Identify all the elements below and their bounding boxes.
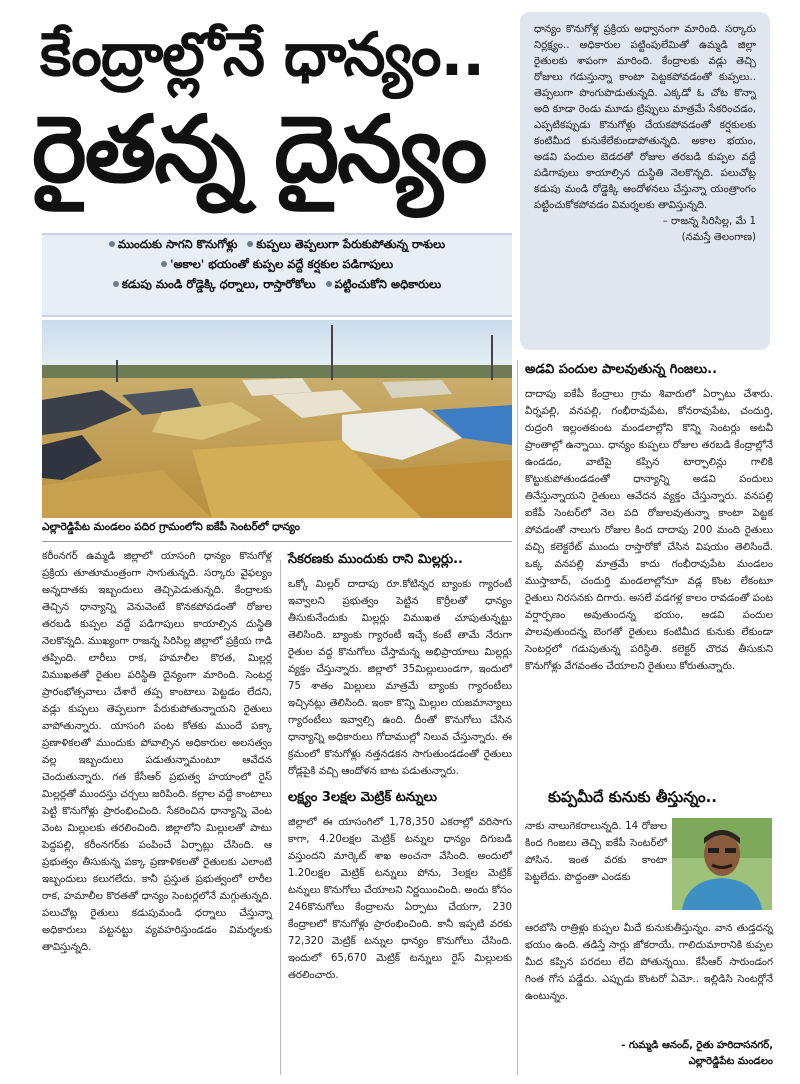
column-2-text-2: జిల్లాలో ఈ యాసంగిలో 1,78,350 ఎకరాల్లో వరిసాగు కాగా, 4.20లక్షల మెట్రిక్ టన్నుల ధాన్యం దిగుబడి వస్తుందని మార్కెట్ శాఖ అంచనా వేసింది. అందులో 1.20లక్షల మెట్రిక్ టన్నులు పోను, 3లక్షల మెట్రిక్ టన్నులు కొనుగోలు చేయాలని నిర్ణయించింది. అందు కోసం 246కొనుగోలు కేంద్రాలను ఏర్పాటు చేయగా, 230 కేంద్రాలలో కొనుగోళ్లు ప్రారంభించింది. కానీ ఇప్పటి వరకు 72,320 మెట్రిక్ టన్నుల ధాన్యం కొనుగోలు చేసింది. ఇందులో 65,670 మెట్రిక్ టన్నులు రైస్ మిల్లులకు తరలించారు. <box>288 817 512 981</box>
subheading-quote: కుప్పమీదే కునుకు తీస్తున్నం.. <box>548 788 717 806</box>
column-3 <box>525 362 773 675</box>
column-3-text-1: దాదాపు ఐకేపీ కేంద్రాలు గ్రామ శివారులో ఏర్పాటు చేశారు. వీర్నపల్లి, వనపల్లి, గంభీరావుపేట, కోనరావుపేట, చందుర్తి, రుద్రంగి ఇల్లంతకుంట మండలాల్లోని కొన్ని సెంటర్లు అటవీ ప్రాంతాల్లో ఉన్నాయి. ధాన్యం కుప్పలు రోజుల తరబడి కేంద్రాల్లోనే ఉండడం, వాటిపై కప్పిన టార్పాలిన్లు గాలికి కొట్టుకుపోతుండడంతో ధాన్యాన్ని అడవి పందులు తినేస్తున్నాయని రైతులు ఆవేదన వ్యక్తం చేస్తున్నారు. వనపల్లి ఐకేపీ సెంటర్‌లో నెల పది రోజులవుతున్నా కాంటా పెట్టక పోవడంతో నాలుగు రోజుల కింద దాదాపు 200 మంది రైతులు వచ్చి కలెక్టరేట్ ముందు రాస్తారోకో చేసిన విషయం తెలిసిందే. ఒక్క వనపల్లి మాత్రమే కాదు గంభీరావుపేట మండలం ముస్తాబాద్, చందుర్తి మండలాల్లోనూ వడ్ల కొంట లేకంటూ రైతులు నిరసనకు దిగారు. అసలే వడగళ్ల కాలం రావడంతో పంట వర్షార్పణం అవుతుందన్న భయం, అడవి పందుల పాలవుతుందన్న బెంగతో రైతులు కంటిమీద కునుకు లేకుండా సెంటర్లలో గడుపుతున్న పరిస్థితి. కలెక్టర్ చొరవ తీసుకుని కొనుగోళ్లు వేగవంతం చేయాలని రైతులు కోరుతున్నారు. <box>525 389 773 672</box>
news-photo <box>42 320 512 518</box>
farmer-quote-top: నాకు నాలుగెకరాలున్నది. 14 రోజుల కింద గింజలు తెచ్చి ఐకేపీ సెంటర్‌లో పోసిన. ఇంత వరకు కాంటా పెట్టలేదు. పొద్దంతా ఎండకు <box>525 821 667 883</box>
divider <box>42 541 512 542</box>
bullet-icon <box>161 261 167 267</box>
column-divider <box>280 560 281 1075</box>
bullet-icon <box>109 241 115 247</box>
summary-points <box>42 233 512 317</box>
column-1 <box>42 548 272 956</box>
point-item: కుప్పలు తెప్పలుగా పేరుకుపోతున్న రాశులు <box>247 237 445 254</box>
quote-credit <box>525 1038 773 1070</box>
point-item: ముందుకు సాగని కొనుగోళ్లు <box>109 237 238 254</box>
farmer-photo <box>672 818 772 910</box>
points-row-2 <box>42 255 512 275</box>
point-item: 'అకాల' భయంతో కుప్పల వద్దే కర్షకుల పడిగాపులు <box>161 257 393 274</box>
bullet-icon <box>113 281 119 287</box>
point-item: కడుపు మండి రోడ్డెక్కి ధర్నాలు, రాస్తారోకోలు <box>113 277 316 294</box>
subheading-target: లక్ష్యం 3లక్షల మెట్రిక్ టన్నులు <box>288 790 438 805</box>
farmer-portrait <box>672 818 772 910</box>
points-row-1 <box>42 235 512 255</box>
column-divider <box>517 360 518 1075</box>
credit-name: - గుమ్మడి ఆనంద్, రైతు హరిదాసనగర్, <box>621 1040 773 1051</box>
bullet-icon <box>326 281 332 287</box>
photo-caption: ఎల్లారెడ్డిపేట మండలం పదిర గ్రామంలోని ఐకేపీ సెంటర్‌లో ధాన్యం <box>42 521 300 533</box>
subheading-wild-boar: అడవి పందుల పాలవుతున్న గింజలు.. <box>525 362 718 377</box>
column-2-text-1: ఒక్కో మిల్లర్ దాదాపు రూ.కోటిన్నర బ్యాంకు గ్యారంటీ ఇవ్వాలని ప్రభుత్వం పెట్టిన కొర్రీలతో ధాన్యం తీసుకునేందుకు మిల్లర్లు విముఖత చూపుతున్నట్టు తెలిసింది. బ్యాంకు గ్యారంటీ ఇచ్చే కంటే తామే నేరుగా రైతుల వద్ద కొనుగోలు చేస్తామన్న అభిప్రాయాలు మిల్లర్లు వ్యక్తం చేస్తున్నారు. జిల్లాలో 35మిల్లులుండగా, ఇందులో 75 శాతం మిల్లులు మాత్రమే బ్యాంకు గ్యారంటీలు ఇచ్చినట్లు తెలిసింది. ఇంకా కొన్ని మిల్లుల యజమాన్యాలు గ్యారంటీలు ఇవ్వాల్సి ఉంది. దీంతో కొనుగోలు చేసిన ధాన్యాన్ని అధికారులు గోదాముల్లో నిలువ చేస్తున్నారు. ఈ క్రమంలో కొనుగోళ్లు నత్తనడకన సాగుతుండడంతో రైతులు రోడ్లపైకి వచ్చి ఆందోళన బాట పడుతున్నారు. <box>288 579 512 777</box>
grain-heaps-photo <box>42 320 512 518</box>
dateline: – రాజన్న సిరిసిల్ల, మే 1 <box>662 216 756 227</box>
source-label: (నమస్తే తెలంగాణ) <box>681 232 756 243</box>
column-2 <box>288 552 512 984</box>
intro-text-wrap <box>534 22 756 246</box>
credit-place: ఎల్లారెడ్డిపేట మండలం <box>688 1056 773 1067</box>
headline-line-2: రైతన్న దైన్యం <box>32 96 486 203</box>
bullet-icon <box>247 241 253 247</box>
intro-box <box>520 12 770 350</box>
intro-text: ధాన్యం కొనుగోళ్ల ప్రక్రియ అధ్వానంగా మారింది. సర్కారు నిర్లక్ష్యం.. అధికారుల పట్టింపులేమితో ఉమ్మడి జిల్లా రైతులకు శాపంగా మారింది. కేంద్రాలకు వడ్లు తెచ్చి రోజులు గడుస్తున్నా కాంటా పెట్టకపోవడంతో కుప్పలు.. తెప్పలుగా పొంగుపొడుతున్నది. ఎక్కడో ఓ చోట కొన్నా అది కూడా రెండు మూడు ట్రిప్పులు మాత్రమే సేకరించడం, ఎప్పటికప్పుడు కొనుగోళ్లు చేయకపోవడంతో కర్షకులకు కంటిమీద కునుకేలేకుండాపోతున్నది. అకాల భయం, అడవి పందుల బెడదతో రోజుల తరబడి కుప్పల వద్దే పడిగాపులు కాయాల్సిన దుస్థితి నెలకొన్నది. పలుచోట్ల కడుపు మండి రోడ్డెక్కి ఆందోళనలు చేస్తున్నా యంత్రాంగం పట్టించుకోకపోవడం విమర్శలకు తావిస్తున్నది. <box>534 24 756 211</box>
farmer-quote-bottom: ఆరబోసి రాత్రిళ్లు కుప్పల మీదే కునుకుతీస్తున్నం. వాన తుడ్తదన్న భయం ఉంది. తడిస్తే సార్లు జోకరాయే. గాలిదుమారానికి కుప్పల మీద కప్పిన పరదలు లేచి పోతున్నయి. కేసీఆర్ సారుండంగ గింత గోస పడ్డేదు. ఎప్పుడు కొంటరో ఏమో.. ఇల్లిడిసి సెంటర్లోనే ఉంటున్నం. <box>525 923 773 1002</box>
point-item: పట్టించుకోని అధికారులు <box>326 277 442 294</box>
subheading-millers: సేకరణకు ముందుకు రాని మిల్లర్లు.. <box>288 552 463 567</box>
column-1-text: కరీంనగర్ ఉమ్మడి జిల్లాలో యాసంగి ధాన్యం కొనుగోళ్ల ప్రక్రియ తూతూమంత్రంగా సాగుతున్నది. సర్కారు వైఫల్యం అన్నదాతకు ఇబ్బందులు తెచ్చిపెడుతున్నది. కేంద్రాలకు తెచ్చిన ధాన్యాన్ని వెనువెంటే కొనకపోవడంతో రోజుల తరబడి కుప్పల వద్దే పడిగాపులు కాయాల్సిన దుస్థితి నెలకొన్నది. ముఖ్యంగా రాజన్న సిరిసిల్ల జిల్లాలో ప్రక్రియ గాడి తప్పింది. లారీలు రాక, హమాలీల కొరత, మిల్లర్ల విముఖతతో రైతుల పరిస్థితి దైన్యంగా మారింది. సెంటర్ల ప్రారంభోత్సవాలు చేశారే తప్ప కాంటాలు పెట్టడం లేదని, వడ్లు కుప్పలు తెప్పలుగా పేరుకుపోతున్నాయని రైతులు వాపోతున్నారు. యాసంగి పంట కోతకు ముందే పక్కా ప్రణాళికలతో ముందుకు పోవాల్సిన అధికారుల అలసత్వం వల్ల ఇబ్బందులు పడుతున్నామంటూ ఆవేదన చెందుతున్నారు. గత కేసీఆర్ ప్రభుత్వ హయాంలో రైస్ మిల్లర్లతో ముందస్తు చర్చలు జరిపింది. కల్లాల వద్దే కాంటాలు పెట్టి కొనుగోళ్లు ప్రారంభించింది. సేకరించిన ధాన్యాన్ని వెంట వెంట మిల్లులకు తరలించింది. జిల్లాలోని మిల్లులతో పాటు పెద్దపల్లి, కరీంనగర్‌కు పంపించే ఏర్పాట్లు చేసింది. ఆ ప్రభుత్వం తీసుకున్న పక్కా ప్రణాళికలతో రైతులకు ఎలాంటి ఇబ్బందులు కలుగలేదు. కానీ ప్రస్తుత ప్రభుత్వంలో లారీల రాక, హమాలీల కొరతతో ధాన్యం సెంటర్లలోనే మగ్గుతున్నది. పలుచోట్ల రైతులు కడుపుమండి ధర్నాలు చేస్తున్నా అధికారులు పట్టనట్టు వ్యవహరిస్తుండడం విమర్శలకు తావిస్తున్నది. <box>42 551 272 953</box>
headline-line-1: కేంద్రాల్లోనే ధాన్యం.. <box>40 20 485 90</box>
points-row-3 <box>42 275 512 295</box>
